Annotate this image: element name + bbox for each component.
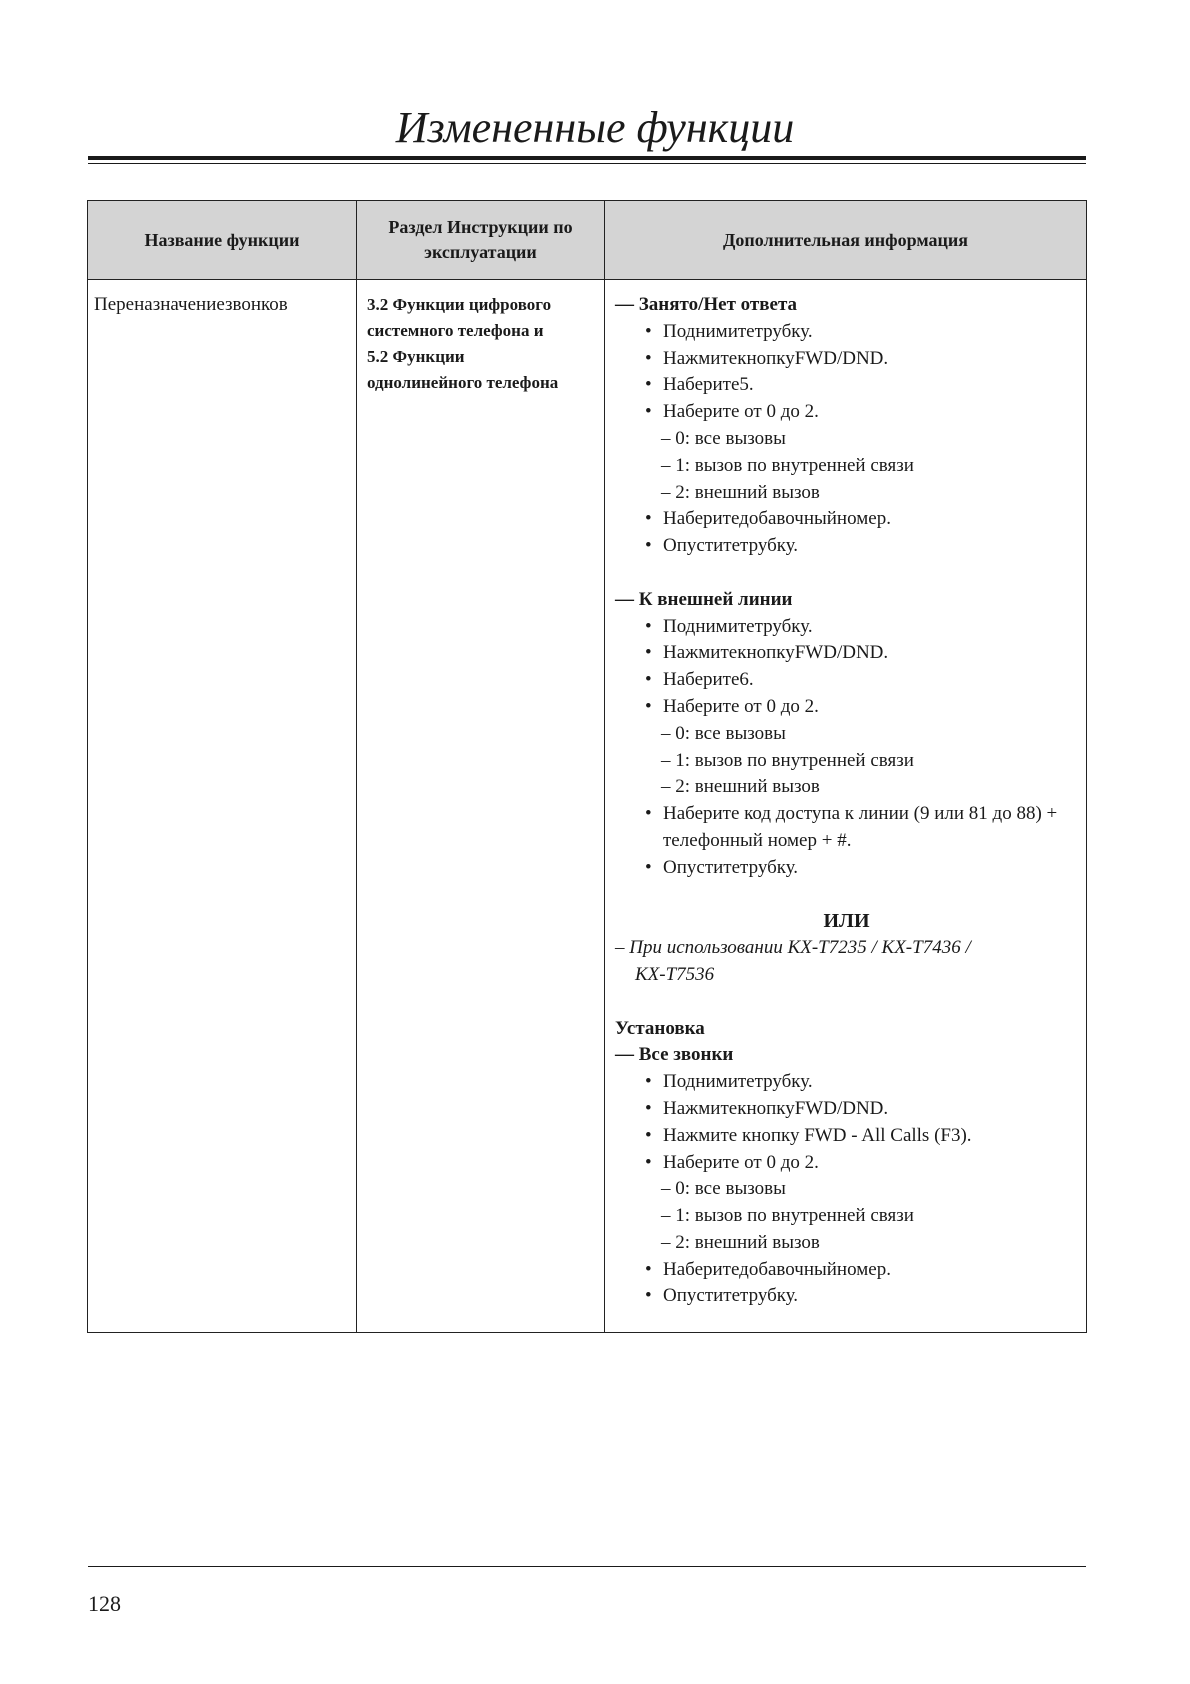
header-function-name: Название функции bbox=[88, 201, 357, 280]
step-item: • НажмитекнопкуFWD/DND. bbox=[645, 346, 1078, 373]
manual-section-cell bbox=[357, 280, 605, 1333]
step-item: • НажмитекнопкуFWD/DND. bbox=[645, 640, 1078, 667]
table-row bbox=[88, 280, 1087, 1333]
page-number: 128 bbox=[88, 1591, 121, 1616]
step-item: • Опуститетрубку. bbox=[645, 1283, 1078, 1310]
header-additional-info: Дополнительная информация bbox=[605, 201, 1087, 280]
step-item: • Наберите от 0 до 2. bbox=[645, 399, 1078, 426]
title-rule-thin bbox=[88, 163, 1086, 164]
step-item: • Наберите от 0 до 2. bbox=[645, 1150, 1078, 1177]
busy-no-answer-heading: — Занято/Нет ответа bbox=[615, 294, 798, 315]
step-item: • Наберитедобавочныйномер. bbox=[645, 506, 1078, 533]
title-rule bbox=[88, 156, 1086, 160]
section-line: однолинейного телефона bbox=[367, 373, 559, 392]
option-item: – 2: внешний вызов bbox=[661, 1231, 820, 1253]
step-item: • Наберитедобавочныйномер. bbox=[645, 1257, 1078, 1284]
step-item: • Опуститетрубку. bbox=[645, 855, 1078, 882]
option-item: – 2: внешний вызов bbox=[661, 776, 820, 798]
footer-rule bbox=[88, 1566, 1086, 1567]
step-item: • Наберите6. bbox=[645, 667, 1078, 694]
functions-table bbox=[87, 200, 1087, 1333]
option-item: – 1: вызов по внутренней связи bbox=[661, 749, 914, 771]
section-line: 3.2 Функции цифрового bbox=[367, 295, 552, 314]
option-item: – 0: все вызовы bbox=[661, 1178, 786, 1200]
step-item: • Наберите5. bbox=[645, 372, 1078, 399]
section-line: системного телефона и bbox=[367, 321, 544, 340]
option-item: – 1: вызов по внутренней связи bbox=[661, 454, 914, 476]
option-item: – 2: внешний вызов bbox=[661, 481, 820, 503]
table-header-row bbox=[88, 201, 1087, 280]
section-line: 5.2 Функции bbox=[367, 347, 465, 366]
step-item: • Поднимитетрубку. bbox=[645, 319, 1078, 346]
option-item: – 0: все вызовы bbox=[661, 427, 786, 449]
step-item: • Опуститетрубку. bbox=[645, 533, 1078, 560]
external-line-heading: — К внешней линии bbox=[615, 588, 793, 610]
or-label: ИЛИ bbox=[823, 910, 870, 933]
page-title: Измененные функции bbox=[395, 103, 795, 152]
function-name-cell: Переназначениезвонков bbox=[88, 280, 357, 1333]
model-note: – При использовании KX-T7235 / KX-T7436 / bbox=[615, 937, 971, 959]
option-item: – 0: все вызовы bbox=[661, 722, 786, 744]
step-item: • НажмитекнопкуFWD/DND. bbox=[645, 1096, 1078, 1123]
option-item: – 1: вызов по внутренней связи bbox=[661, 1205, 914, 1227]
step-item: • Поднимитетрубку. bbox=[645, 1069, 1078, 1096]
setup-label: Установка bbox=[615, 1017, 705, 1039]
step-item: • Поднимитетрубку. bbox=[645, 614, 1078, 641]
additional-info-cell bbox=[605, 280, 1087, 1333]
step-item: • Нажмите кнопку FWD - All Calls (F3). bbox=[645, 1123, 1078, 1150]
step-item: • Наберите от 0 до 2. bbox=[645, 694, 1078, 721]
model-note-continued: KX-T7536 bbox=[635, 963, 715, 985]
all-calls-heading: — Все звонки bbox=[615, 1044, 734, 1066]
step-item: • Наберите код доступа к линии (9 или 81 до 88) + телефонный номер + #. bbox=[645, 801, 1078, 855]
header-manual-section: Раздел Инструкции по эксплуатации bbox=[357, 201, 605, 280]
